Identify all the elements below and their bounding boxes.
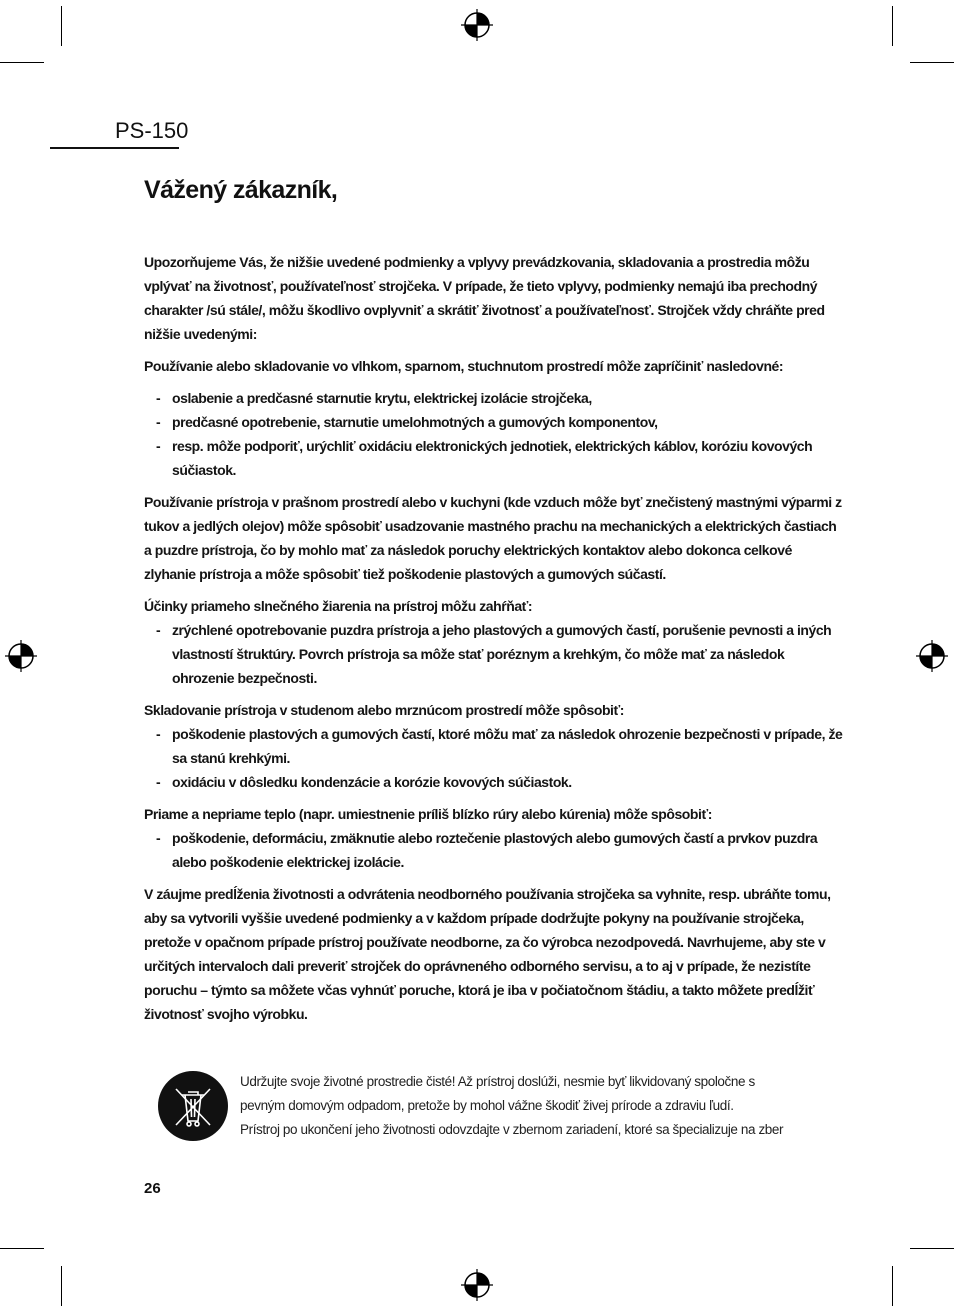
heat-list (144, 826, 844, 874)
humid-list (144, 386, 844, 482)
crop-mark (892, 6, 893, 46)
header-rule (50, 147, 179, 149)
humid-lead: Používanie alebo skladovanie vo vlhkom, sparnom, stuchnutom prostredí môže zapríčiniť nasledovné: (144, 358, 784, 374)
list-item: - zrýchlené opotrebovanie puzdra prístroja a jeho plastových a gumových častí, porušenie pevnosti a iných vlastností štruktúry. Povrch prístroja sa môže stať poréznym a krehkým, čo môže mať za následok ohrozenie bezpečnosti. (144, 618, 844, 690)
list-item: - predčasné opotrebenie, starnutie umelohmotných a gumových komponentov, (144, 410, 844, 434)
sun-lead: Účinky priameho slnečného žiarenia na prístroj môžu zahŕňať: (144, 598, 533, 614)
document-body (144, 250, 844, 1034)
dusty-paragraph: Používanie prístroja v prašnom prostredí alebo v kuchyni (kde vzduch môže byť znečistený mastnými výparmi z tukov a jedlých olejov) môže spôsobiť usadzovanie mastného prachu na mechanických a elektrických častiach a puzdre prístroja, čo by mohlo mať za následok poruchy elektrických kontaktov alebo dokonca celkové zlyhanie prístroja a môže spôsobiť tiež poškodenie plastových a gumových súčastí. (144, 494, 842, 582)
recycling-text (240, 1070, 850, 1142)
cold-lead: Skladovanie prístroja v studenom alebo mrznúcom prostredí môže spôsobiť: (144, 702, 624, 718)
recycling-line: pevným domovým odpadom, pretože by mohol vážne škodiť živej prírode a zdraviu ľudí. (240, 1098, 734, 1113)
crop-mark (892, 1266, 893, 1306)
crop-mark (61, 6, 62, 46)
heat-lead: Priame a nepriame teplo (napr. umiestnenie príliš blízko rúry alebo kúrenia) môže spôsobiť: (144, 806, 712, 822)
recycling-line: Prístroj po ukončení jeho životnosti odovzdajte v zbernom zariadení, ktoré sa špecializuje na zber (240, 1122, 784, 1137)
closing-paragraph: V záujme predĺženia životnosti a odvrátenia neodborného používania strojčeka sa vyhnite, resp. ubráňte tomu, aby sa vytvorili vyššie uvedené podmienky a v každom prípade dodržujte pokyny na používanie strojčeka, pretože v opačnom prípade prístroj používate neodborne, za čo výrobca nezodpovedá. Navrhujeme, aby ste v určitých intervaloch dali preveriť strojček do oprávneného odborného servisu, a to aj v prípade, že nezistíte poruchu – týmto sa môžete včas vyhnúť poruche, ktorá je iba v počiatočnom štádiu, a takto môžete predĺžiť životnosť svojho výrobku. (144, 886, 831, 1022)
sun-list (144, 618, 844, 690)
weee-bin-icon (158, 1071, 228, 1141)
list-item: - oxidáciu v dôsledku kondenzácie a korózie kovových súčiastok. (144, 770, 844, 794)
registration-mark-icon (4, 639, 38, 673)
model-number: PS-150 (115, 118, 189, 143)
recycling-line: Udržujte svoje životné prostredie čisté! Až prístroj doslúži, nesmie byť likvidovaný spoločne s (240, 1074, 755, 1089)
registration-mark-icon (460, 1268, 494, 1302)
crop-mark (910, 1248, 954, 1249)
registration-mark-icon (915, 639, 949, 673)
crop-mark (0, 1248, 44, 1249)
intro-paragraph: Upozorňujeme Vás, že nižšie uvedené podmienky a vplyvy prevádzkovania, skladovania a prostredia môžu vplývať na životnosť, používateľnosť strojčeka. V prípade, že tieto vplyvy, podmienky nemajú iba prechodný charakter /sú stále/, môžu škodlivo ovplyvniť a skrátiť životnosť a používateľnosť. Strojček vždy chráňte pred nižšie uvedenými: (144, 254, 825, 342)
page-title: Vážený zákazník, (144, 176, 338, 204)
crop-mark (0, 62, 44, 63)
crop-mark (61, 1266, 62, 1306)
crop-mark (910, 62, 954, 63)
cold-list (144, 722, 844, 794)
page-number: 26 (144, 1180, 161, 1197)
registration-mark-icon (460, 8, 494, 42)
list-item: - resp. môže podporiť, urýchliť oxidáciu elektronických jednotiek, elektrických káblov, koróziu kovových súčiastok. (144, 434, 844, 482)
list-item: - poškodenie, deformáciu, zmäknutie alebo roztečenie plastových alebo gumových častí a prvkov puzdra alebo poškodenie elektrickej izolácie. (144, 826, 844, 874)
list-item: - oslabenie a predčasné starnutie krytu, elektrickej izolácie strojčeka, (144, 386, 844, 410)
list-item: - poškodenie plastových a gumových častí, ktoré môžu mať za následok ohrozenie bezpečnosti v prípade, že sa stanú krehkými. (144, 722, 844, 770)
